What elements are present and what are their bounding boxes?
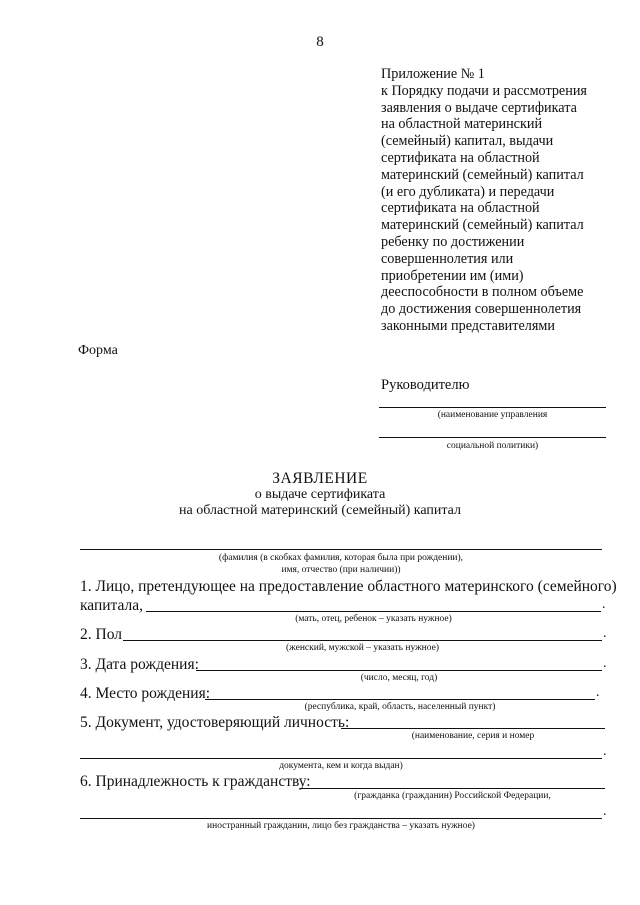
- appendix-line: законными представителями: [381, 317, 555, 334]
- field-5-period: .: [603, 744, 607, 759]
- field-6-period: .: [603, 804, 607, 819]
- field-5-input-cont[interactable]: [80, 758, 602, 759]
- field-3-input[interactable]: [196, 670, 602, 671]
- appendix-line: дееспособности в полном объеме: [381, 284, 584, 301]
- field-6-input[interactable]: [300, 788, 605, 789]
- appendix-line: заявления о выдаче сертификата: [381, 99, 577, 116]
- applicant-name-hint-2: имя, отчество (при наличии)): [281, 565, 401, 575]
- document-subtitle-1: о выдаче сертификата: [254, 487, 386, 502]
- appendix-line: приобретении им (ими): [381, 267, 524, 284]
- appendix-line: (и его дубликата) и передачи: [381, 183, 555, 200]
- field-1-label: 1. Лицо, претендующее на предоставление областного материнского (семейного): [80, 578, 617, 595]
- form-label: Форма: [78, 343, 118, 358]
- field-4-period: .: [596, 685, 600, 700]
- field-6-hint-1: (гражданка (гражданин) Российской Федерации,: [354, 791, 551, 801]
- field-6-label: 6. Принадлежность к гражданству:: [80, 773, 311, 790]
- document-title: ЗАЯВЛЕНИЕ: [272, 470, 368, 487]
- appendix-line: ребенку по достижении: [381, 233, 525, 250]
- addressee-label: Руководителю: [381, 377, 470, 393]
- field-6-hint-2: иностранный гражданин, лицо без гражданства – указать нужное): [207, 821, 475, 831]
- field-1-label-cont: капитала,: [80, 597, 144, 614]
- field-3-label: 3. Дата рождения:: [80, 656, 199, 673]
- field-3-hint: (число, месяц, год): [360, 673, 438, 683]
- appendix-line: до достижения совершеннолетия: [381, 301, 582, 318]
- appendix-line: сертификата на областной: [381, 200, 540, 217]
- appendix-line: на областной материнский: [381, 116, 543, 133]
- field-1-input[interactable]: [146, 611, 601, 612]
- appendix-line: материнский (семейный) капитал: [381, 166, 584, 183]
- field-6-input-cont[interactable]: [80, 818, 602, 819]
- field-4-input[interactable]: [205, 699, 595, 700]
- field-5-input[interactable]: [341, 728, 605, 729]
- document-subtitle-2: на областной материнский (семейный) капитал: [178, 503, 462, 518]
- appendix-line: материнский (семейный) капитал: [381, 217, 584, 234]
- applicant-name-hint-1: (фамилия (в скобках фамилия, которая была при рождении),: [218, 553, 464, 563]
- field-2-label: 2. Пол: [80, 626, 122, 643]
- field-4-label: 4. Место рождения:: [80, 685, 211, 702]
- applicant-name-field[interactable]: [80, 549, 602, 550]
- field-1-period: .: [602, 597, 606, 612]
- field-5-hint-2: документа, кем и когда выдан): [279, 761, 403, 771]
- appendix-heading: Приложение № 1: [381, 66, 485, 82]
- addressee-field-2[interactable]: [379, 437, 606, 438]
- addressee-hint-2: социальной политики): [446, 441, 539, 451]
- field-5-label: 5. Документ, удостоверяющий личность:: [80, 714, 350, 731]
- field-4-hint: (республика, край, область, населенный пункт): [304, 702, 496, 712]
- field-2-period: .: [603, 626, 607, 641]
- field-2-input[interactable]: [123, 640, 602, 641]
- field-5-hint-1: (наименование, серия и номер: [411, 731, 535, 741]
- appendix-line: совершеннолетия или: [381, 250, 514, 267]
- addressee-field-1[interactable]: [379, 407, 606, 408]
- appendix-line: к Порядку подачи и рассмотрения: [381, 82, 587, 99]
- appendix-line: (семейный) капитал, выдачи: [381, 133, 554, 150]
- addressee-hint-1: (наименование управления: [437, 410, 548, 420]
- appendix-block: [381, 66, 621, 335]
- field-3-period: .: [603, 656, 607, 671]
- field-2-hint: (женский, мужской – указать нужное): [286, 643, 439, 653]
- page-number: 8: [316, 34, 324, 50]
- field-1-hint: (мать, отец, ребенок – указать нужное): [295, 614, 452, 624]
- appendix-line: сертификата на областной: [381, 149, 540, 166]
